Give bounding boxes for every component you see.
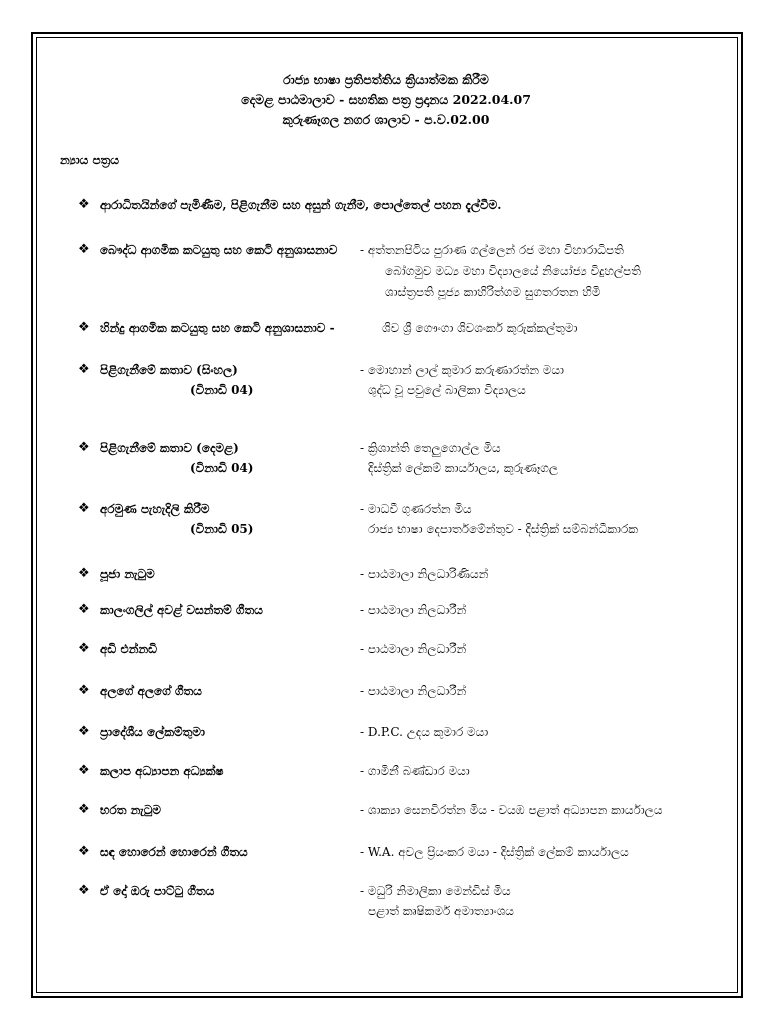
agenda-item-title: බෞද්ධ ආගමික කටයුතු සහ කෙටි අනුශාසනාව	[100, 243, 338, 257]
agenda-item-person: - ශාක්‍යා සෙනවිරත්න මිය - වයඹ පළාත් අධ්‍යාපන කාර්යාලය	[360, 803, 663, 817]
agenda-item-detail: ශුද්ධ වූ පවුලේ බාලිකා විද්‍යාලය	[368, 383, 526, 397]
agenda-item-title: ප්‍රාදේශීය ලේකම්තුමා	[100, 725, 205, 739]
header-title: රාජ්‍ය භාෂා ප්‍රතිපත්තිය ක්‍රියාත්මක කිරීම	[283, 72, 489, 87]
agenda-heading: න්‍යාය පත්‍රය	[60, 153, 119, 167]
agenda-item-detail: දිස්ත්‍රික් ලේකම් කාර්යාලය, කුරුණෑගල	[368, 461, 559, 475]
agenda-item-title: කලාප අධ්‍යාපන අධ්‍යක්ෂ	[100, 764, 224, 778]
agenda-item-title: ඒ දෝ ඔරු පාට්ටු ගීතය	[100, 884, 215, 898]
agenda-item-person: - අත්තනපිටිය පුරාණ ගල්ලෙන් රජ මහා විහාරාධිපති	[360, 243, 624, 257]
diamond-bullet-icon: ❖	[78, 197, 90, 212]
agenda-item-person: - පාඨමාලා නිලධාරිණියන්	[360, 567, 489, 581]
agenda-item-person: - D.P.C. උදය කුමාර මයා	[360, 725, 489, 739]
agenda-item-person: - ක්‍රිශාන්ති තෙලුගොල්ල මිය	[360, 441, 501, 455]
agenda-item-title: ආරාධිතයින්ගේ පැමිණීම, පිළිගැනීම සහ අසුන් ගැනීම, පොල්තෙල් පහන දැල්වීම.	[100, 198, 502, 212]
agenda-item-person: - මොහාන් ලාල් කුමාර කරුණාරත්න මයා	[360, 363, 564, 377]
document-header	[36, 70, 736, 130]
header-event: දෙමළ පාඨමාලාව - සහතික පත්‍ර ප්‍රදානය 2022.04.07	[241, 92, 531, 107]
agenda-item-title: හින්දු ආගමික කටයුතු සහ කෙටි අනුශාසනාව -	[100, 321, 335, 335]
diamond-bullet-icon: ❖	[78, 763, 90, 778]
diamond-bullet-icon: ❖	[78, 844, 90, 859]
agenda-item-title: අඩි එන්නඩි	[100, 642, 157, 656]
agenda-item-duration: (විනාඩි 04)	[190, 383, 254, 397]
agenda-item-title: පූජා නැටුම	[100, 567, 155, 581]
agenda-item-person: ශිව ශ්‍රී ගෞංගා ශිවශංකර් කුරුක්කල්තුමා	[382, 321, 578, 335]
agenda-item-person: - ගාමිනී බණ්ඩාර මයා	[360, 764, 470, 778]
agenda-item-duration: (විනාඩි 05)	[190, 522, 254, 536]
agenda-item-title: අලගේ අලගේ ගීතය	[100, 684, 202, 698]
diamond-bullet-icon: ❖	[78, 362, 90, 377]
agenda-item-title: අරමුණ පැහැදිලි කිරීම	[100, 502, 210, 516]
diamond-bullet-icon: ❖	[78, 802, 90, 817]
agenda-item-person: - පාඨමාලා නිලධාරීන්	[360, 603, 467, 617]
diamond-bullet-icon: ❖	[78, 724, 90, 739]
agenda-item-title: පිළිගැනීමේ කතාව (දෙමළ)	[100, 441, 239, 455]
diamond-bullet-icon: ❖	[78, 242, 90, 257]
agenda-item-person: - මාධවී ගුණරත්න මිය	[360, 502, 472, 516]
diamond-bullet-icon: ❖	[78, 566, 90, 581]
agenda-item-title: භරත නැටුම	[100, 803, 161, 817]
diamond-bullet-icon: ❖	[78, 883, 90, 898]
diamond-bullet-icon: ❖	[78, 641, 90, 656]
agenda-item-person: - W.A. අවල ප්‍රියංකර මයා - දිස්ත්‍රික් ලේකම් කාර්යාලය	[360, 845, 629, 859]
agenda-item-detail: බෝගමුව මධ්‍ය මහා විද්‍යාලයේ නියෝජ්‍ය විදුහල්පති	[385, 264, 641, 278]
agenda-item-detail: පළාත් කෘෂිකර්ම අමාත්‍යාංශය	[368, 904, 514, 918]
agenda-item-title: සඳ හොරෙන් හොරෙන් ගීතය	[100, 845, 248, 859]
agenda-item-detail: ශාස්ත්‍රපති පූජ්‍ය කාහිරිත්ගම සුගතරතන හිමි	[385, 285, 601, 299]
diamond-bullet-icon: ❖	[78, 320, 90, 335]
diamond-bullet-icon: ❖	[78, 602, 90, 617]
diamond-bullet-icon: ❖	[78, 501, 90, 516]
agenda-item-title: පිළිගැනීමේ කතාව (සිංහල)	[100, 363, 238, 377]
diamond-bullet-icon: ❖	[78, 683, 90, 698]
header-venue: කුරුණෑගල නගර ශාලාව - ප.ව.02.00	[282, 112, 490, 127]
agenda-item-person: - මධුරි නිමාලිකා මෙන්ඩිස් මිය	[360, 884, 511, 898]
agenda-item-duration: (විනාඩි 04)	[190, 461, 254, 475]
diamond-bullet-icon: ❖	[78, 440, 90, 455]
agenda-item-detail: රාජ්‍ය භාෂා දෙපාර්තමේන්තුව - දිස්ත්‍රික් සම්බන්ධීකාරක	[368, 522, 638, 536]
agenda-item-person: - පාඨමාලා නිලධාරීන්	[360, 642, 467, 656]
agenda-item-person: - පාඨමාලා නිලධාරීන්	[360, 684, 467, 698]
agenda-item-title: කාලංගලිල් අවළ් වසන්තම් ගීතය	[100, 603, 263, 617]
